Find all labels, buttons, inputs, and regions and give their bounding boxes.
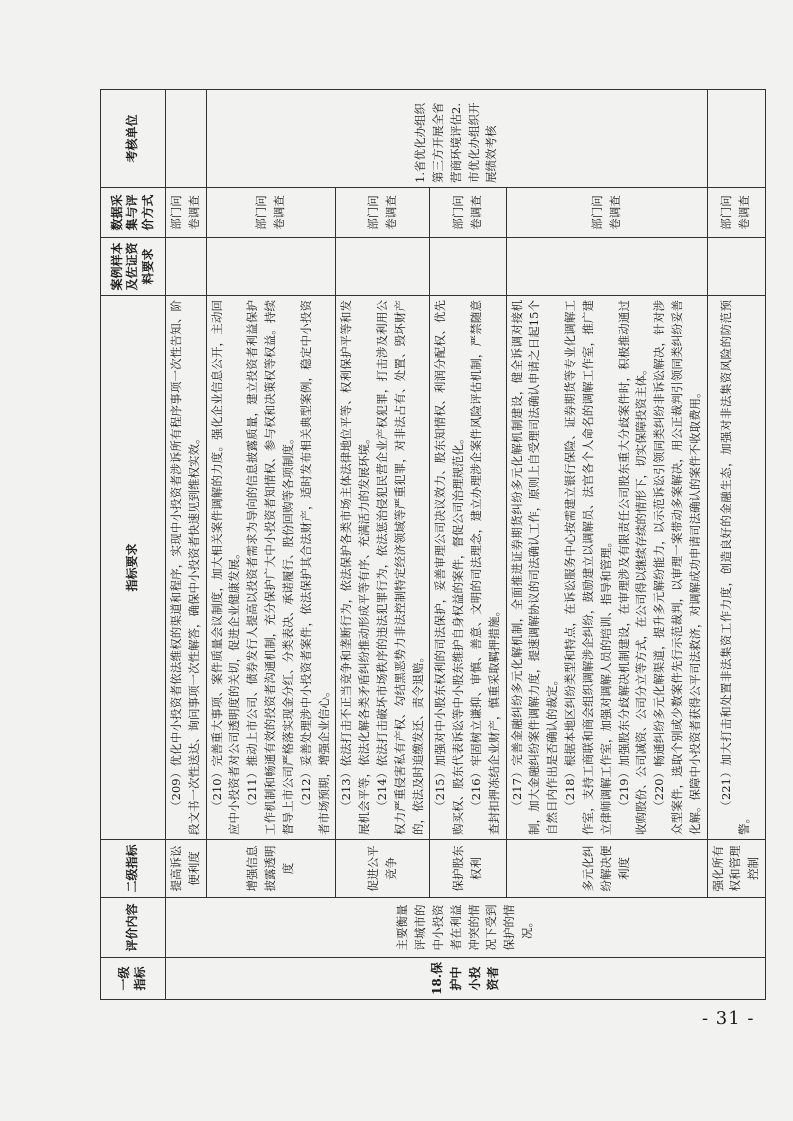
requirements-cell [707,296,765,840]
secondary-indicator: 保护股东权利 [430,840,506,898]
collection-method: 部门问卷调查 [336,188,430,238]
requirements-cell [166,296,207,840]
requirement-item: （209）优化中小投资者依法维权的渠道和程序，实现中小投资者涉诉所有程序事项一次性告知、阶段文书一次性送达、询问事项一次性解答，确保中小投资者快速见到维权实效。 [169,300,201,835]
secondary-indicator: 增强信息披露透明度 [206,840,336,898]
primary-indicator: 18.保护中小投资者 [166,958,766,1000]
secondary-indicator: 多元化纠纷解决便利度 [506,840,707,898]
requirement-item: （211）推动上市公司、债券发行人提高以投资者需求为导向的信息披露质量，建立投资者利益保护工作机制和畅通有效的投资者沟通机制，充分保护广大中小投资者知情权、参与权和决策权等权益。持续督导上市公司严格落实现金分红、分类表决、承诺履行、股份回购等各项制度。 [245,300,295,835]
secondary-indicator: 强化所有权和管理控制 [707,840,765,898]
requirement-item: （213）依法打击不正当竞争和垄断行为，依法保护各类市场主体法律地位平等、权利保护平等和发展机会平等，依法化解各类矛盾纠纷推动形成平等有序、充满活力的发展环境。 [339,300,372,835]
requirement-item: （217）完善金融纠纷多元化解机制，全面推进证券期货纠纷多元化解机制建设，健全诉调对接机制，加大金融纠纷案件调解力度，提速调解协议的司法确认工作，原则上自受理司法确认申请之日起15个自然日内作出是否确认的裁定。 [509,300,560,835]
collection-method: 部门问卷调查 [506,188,707,238]
header-unit: 考核单位 [101,90,166,188]
header-samples: 案例样本及佐证资料要求 [101,238,166,296]
samples-cell [206,238,336,296]
indicator-table [100,89,766,1000]
table-row [206,90,336,1000]
samples-cell [336,238,430,296]
collection-method: 部门问卷调查 [206,188,336,238]
rotated-table-container [100,90,761,1000]
assessment-unit-cell [707,90,765,188]
header-primary: 一级指标 [101,958,166,1000]
page-number: - 31 - [702,1008,755,1029]
requirement-item: （212）妥善处理涉中小投资者案件，依法保护其合法财产，适时发布相关典型案例，稳定中小投资者市场预期，增强企业信心。 [298,300,331,835]
assessment-unit: 1.省优化办组织第三方开展全省营商环境评估2.市优化办组织开展绩效考核 [206,90,707,188]
header-content: 评价内容 [101,898,166,958]
requirement-item: （216）牢固树立谦抑、审慎、善意、文明的司法理念，建立办理涉企案件风险评估机制，严禁随意查封扣押冻结企业财产，慎重采取羁押措施。 [469,300,501,835]
table-row [506,90,707,1000]
samples-cell [166,238,207,296]
requirements-cell [336,296,430,840]
header-secondary: 二级指标 [101,840,166,898]
table-row [707,90,765,1000]
table-row [166,90,207,1000]
header-collection: 数据采集与评价方式 [101,188,166,238]
table-header-row [101,90,166,1000]
eval-content: 主要衡量评城市的中小投资者在利益冲突的情况下受到保护的情况。 [166,898,766,958]
secondary-indicator: 促进公平竞争 [336,840,430,898]
requirement-item: （214）依法打击破坏市场秩序的违法犯罪行为，依法惩治侵犯民营企业产权犯罪，打击涉及利用公权力严重侵害私有产权、勾结黑恶势力非法控制特定经济领域等严重犯罪，对非法占有、处置、毁坏财产的，依法及时追缴发还、责令退赔。 [374,300,425,835]
requirements-cell [506,296,707,840]
requirement-item: （215）加强对中小股东权利的司法保护，妥善审理公司决议效力、股东知情权、利润分配权、优先购买权、股东代表诉讼等中小股东维护自身权益的案件，督促公司治理规范化。 [433,300,466,835]
requirement-item: （221）加大打击和处置非法集资工作力度，创造良好的金融生态，加强对非法集资风险的防范预警。 [719,300,752,835]
header-requirements: 指标要求 [101,296,166,840]
assessment-unit-cell [166,90,207,188]
requirement-item: （218）根据本地区纠纷类型和特点，在诉讼服务中心按需建立银行保险、证券期货等专业化调解工作室，支持工商联和商会组织调解涉企纠纷，鼓励建立以调解员、法官各个人命名的调解工作室，推广建立律师调解工作室，加强对调解人员的培训、指导和管理。 [563,300,613,835]
requirement-item: （210）完善重大事项、案件质量会议制度，加大相关案件调解的力度。强化企业信息公开，主动回应中小投资者对公司透明度的关切，促进企业健康发展。 [209,300,242,835]
requirement-item: （219）加强股东分歧解决机制建设，在审理涉及有限责任公司股东重大分歧案件时，积极推动通过收购股份、公司减资、公司分立等方式，在公司得以继续存续的情形下，切实保障投资主体。 [616,300,649,835]
requirements-cell [206,296,336,840]
samples-cell [707,238,765,296]
secondary-indicator: 提高诉讼便利度 [166,840,207,898]
samples-cell [430,238,506,296]
collection-method: 部门问卷调查 [166,188,207,238]
collection-method: 部门问卷调查 [430,188,506,238]
table-row [430,90,506,1000]
requirements-cell [430,296,506,840]
collection-method: 部门问卷调查 [707,188,765,238]
samples-cell [506,238,707,296]
requirement-item: （220）畅通纠纷多元化解渠道，提升多元解纷能力，以示范诉讼引领同类纠纷非诉讼解决，针对涉众型案件，选取个别或少数案件先行示范裁判，以审理一案带动多案解决，用公正裁判引领同类纠纷妥善化解。保障中小投资者获得公平司法救济，对调解成功申请司法确认的案件不收取费用。 [652,300,702,835]
table-row [336,90,430,1000]
